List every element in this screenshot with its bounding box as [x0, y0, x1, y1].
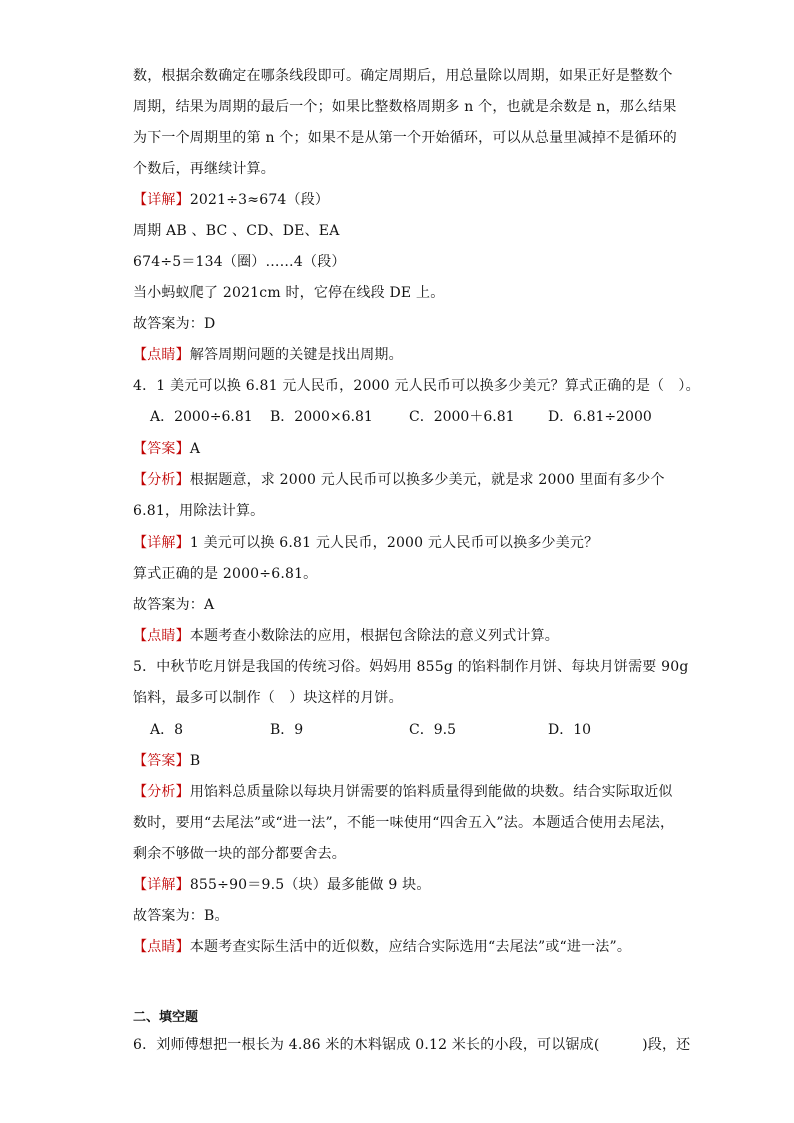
q5-option-b: B．9 [270, 722, 304, 738]
q3-explanation-line-4: 个数后，再继续计算。 [133, 161, 275, 177]
q4-option-c: C．2000＋6.81 [409, 409, 515, 425]
q3-explanation-line-1: 数，根据余数确定在哪条线段即可。确定周期后，用总量除以周期，如果正好是整数个 [133, 68, 673, 84]
q4-analysis-line-1 [133, 470, 665, 490]
q4-analysis-line-2: 6.81，用除法计算。 [133, 503, 265, 519]
q3-detail-line-3: 674÷5＝134（圈）……4（段） [133, 254, 346, 270]
q4-comment-text: 本题考查小数除法的应用，根据包含除法的意义列式计算。 [189, 628, 560, 644]
q4-answer-value: A [189, 441, 201, 457]
answer-tag: 【答案】 [133, 441, 190, 457]
q5-detail-text: 855÷90＝9.5（块）最多能做 9 块。 [189, 877, 431, 893]
detail-tag: 【详解】 [133, 535, 190, 551]
detail-tag: 【详解】 [133, 192, 190, 208]
q5-analysis-line-1 [133, 782, 673, 802]
analysis-tag: 【分析】 [133, 784, 190, 800]
q3-comment-line [133, 345, 403, 365]
q5-analysis-line-3: 剩余不够做一块的部分都要舍去。 [133, 846, 346, 862]
comment-tag: 【点睛】 [133, 939, 190, 955]
q5-answer-value: B [189, 753, 201, 769]
q4-option-d: D．6.81÷2000 [548, 409, 652, 425]
q5-answer [133, 751, 200, 771]
q4-detail-text-1: 1 美元可以换 6.81 元人民币，2000 元人民币可以换多少美元？ [189, 535, 599, 551]
q3-detail-line-2: 周期 AB 、BC 、CD、DE、EA [133, 223, 340, 239]
analysis-tag: 【分析】 [133, 472, 190, 488]
q3-comment-text: 解答周期问题的关键是找出周期。 [189, 347, 403, 363]
answer-tag: 【答案】 [133, 753, 190, 769]
q5-comment-text: 本题考查实际生活中的近似数，应结合实际选用“去尾法”或“进一法”。 [189, 939, 632, 955]
q3-detail-line-4: 当小蚂蚁爬了 2021cm 时，它停在线段 DE 上。 [133, 285, 445, 301]
q3-explanation-line-3: 为下一个周期里的第 n 个；如果不是从第一个开始循环，可以从总量里减掉不是循环的 [133, 130, 677, 146]
detail-tag: 【详解】 [133, 877, 190, 893]
q5-stem-line-1: 5．中秋节吃月饼是我国的传统习俗。妈妈用 855g 的馅料制作月饼、每块月饼需要 90g [133, 659, 689, 675]
q6-stem: 6．刘师傅想把一根长为 4.86 米的木料锯成 0.12 米长的小段，可以锯成( )段，还 [133, 1037, 691, 1053]
q5-stem-line-2: 馅料，最多可以制作（ ）块这样的月饼。 [133, 690, 403, 706]
q3-detail-text-1: 2021÷3≈674（段） [189, 192, 330, 208]
q4-detail-line-1 [133, 533, 598, 553]
q5-option-c: C．9.5 [409, 722, 456, 738]
q4-option-b: B．2000×6.81 [270, 409, 373, 425]
comment-tag: 【点睛】 [133, 347, 190, 363]
q4-analysis-text-1: 根据题意，求 2000 元人民币可以换多少美元，就是求 2000 里面有多少个 [189, 472, 665, 488]
q4-comment-line [133, 626, 559, 646]
comment-tag: 【点睛】 [133, 628, 190, 644]
q3-answer-line: 故答案为：D [133, 316, 216, 332]
q5-analysis-line-2: 数时，要用“去尾法”或“进一法”，不能一味使用“四舍五入”法。本题适合使用去尾法， [133, 815, 675, 831]
q5-option-a: A．8 [150, 722, 184, 738]
q5-analysis-text-1: 用馅料总质量除以每块月饼需要的馅料质量得到能做的块数。结合实际取近似 [189, 784, 673, 800]
q5-option-d: D．10 [548, 722, 592, 738]
q3-detail-line-1 [133, 190, 329, 210]
q5-answer-line: 故答案为：B。 [133, 908, 229, 924]
section-title-fill-in: 二、填空题 [133, 1010, 199, 1025]
q3-explanation-line-2: 周期，结果为周期的最后一个；如果比整数格周期多 n 个，也就是余数是 n，那么结果 [133, 99, 677, 115]
q4-stem: 4．1 美元可以换 6.81 元人民币，2000 元人民币可以换多少美元？算式正确的是（ ）。 [133, 378, 700, 394]
q4-option-a: A．2000÷6.81 [150, 409, 253, 425]
q4-detail-line-2: 算式正确的是 2000÷6.81。 [133, 566, 318, 582]
q4-answer-line: 故答案为：A [133, 597, 215, 613]
q5-detail-line [133, 875, 431, 895]
q4-answer [133, 439, 200, 459]
q5-comment-line [133, 937, 631, 957]
